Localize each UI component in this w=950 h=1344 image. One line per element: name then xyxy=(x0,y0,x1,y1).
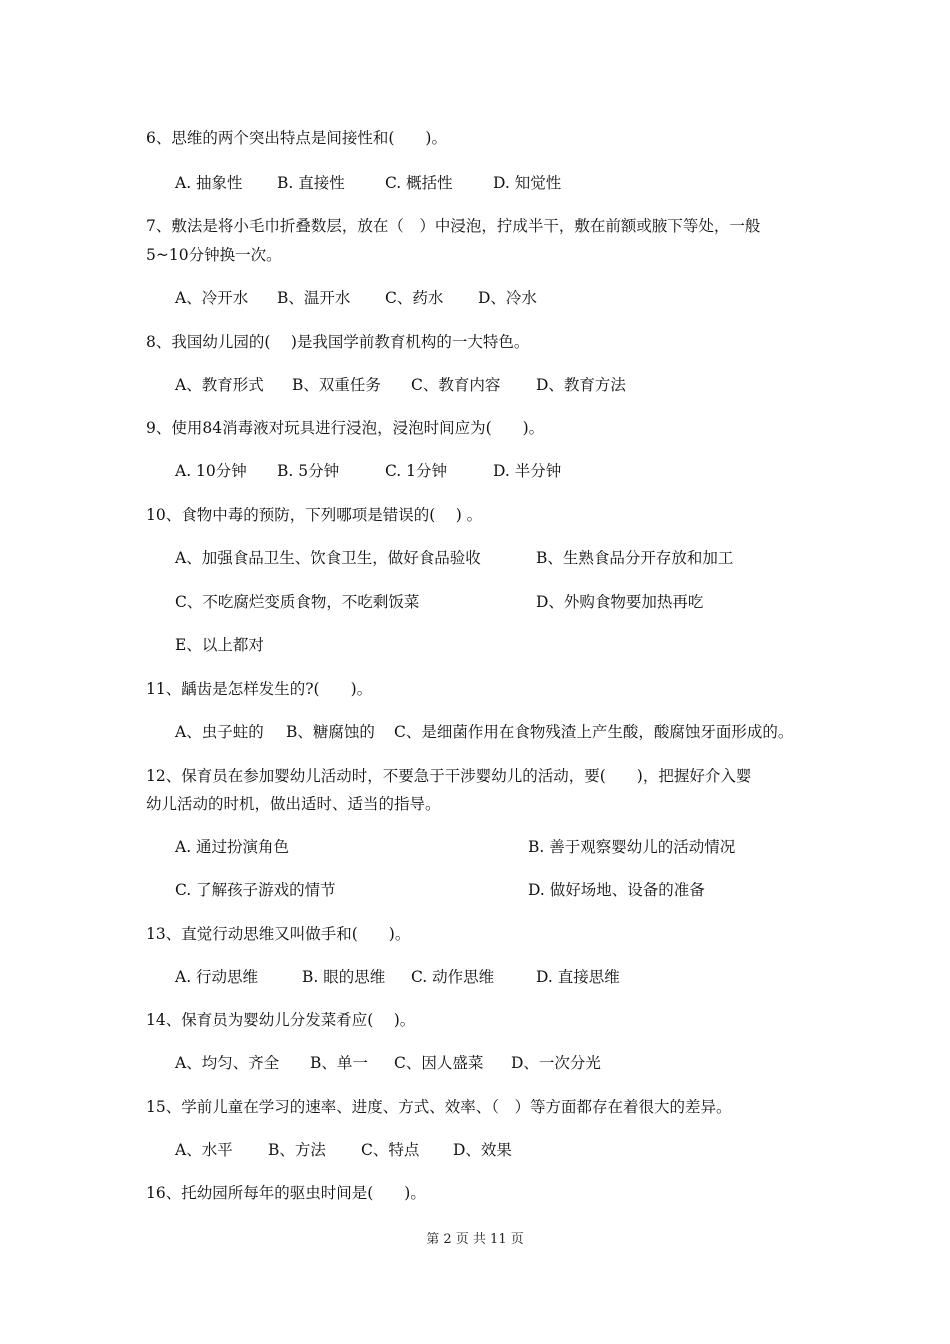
q8-option-d: D、教育方法 xyxy=(536,376,626,394)
question-7-stem-line2: 5~10分钟换一次。 xyxy=(146,246,282,264)
q15-option-d: D、效果 xyxy=(453,1141,512,1159)
q15-option-a: A、水平 xyxy=(175,1141,233,1159)
q13-option-d: D. 直接思维 xyxy=(536,968,620,986)
question-7-stem-line1: 7、敷法是将小毛巾折叠数层，放在（ ）中浸泡，拧成半干，敷在前额或腋下等处，一般 xyxy=(146,217,761,235)
q14-option-a: A、均匀、齐全 xyxy=(175,1054,280,1072)
q10-option-b: B、生熟食品分开存放和加工 xyxy=(536,549,734,567)
q14-option-d: D、一次分光 xyxy=(511,1054,601,1072)
q6-option-b: B. 直接性 xyxy=(277,174,345,192)
question-8-stem: 8、我国幼儿园的( )是我国学前教育机构的一大特色。 xyxy=(146,333,530,351)
q14-option-b: B、单一 xyxy=(310,1054,368,1072)
q8-option-b: B、双重任务 xyxy=(292,376,381,394)
q15-option-c: C、特点 xyxy=(361,1141,420,1159)
question-15-stem: 15、学前儿童在学习的速率、进度、方式、效率、（ ）等方面都存在着很大的差异。 xyxy=(146,1098,732,1116)
q12-option-d: D. 做好场地、设备的准备 xyxy=(528,881,705,899)
q13-option-b: B. 眼的思维 xyxy=(302,968,386,986)
q7-option-d: D、冷水 xyxy=(478,289,537,307)
q10-option-a: A、加强食品卫生、饮食卫生，做好食品验收 xyxy=(175,549,481,567)
q10-option-d: D、外购食物要加热再吃 xyxy=(536,593,704,611)
question-11-stem: 11、龋齿是怎样发生的?( )。 xyxy=(146,680,373,698)
q11-option-a: A、虫子蛀的 xyxy=(175,723,264,741)
question-14-stem: 14、保育员为婴幼儿分发菜肴应( )。 xyxy=(146,1011,416,1029)
q8-option-a: A、教育形式 xyxy=(175,376,264,394)
q9-option-a: A. 10分钟 xyxy=(175,462,247,480)
q9-option-b: B. 5分钟 xyxy=(277,462,340,480)
q7-option-a: A、冷开水 xyxy=(175,289,249,307)
q9-option-c: C. 1分钟 xyxy=(385,462,448,480)
q8-option-c: C、教育内容 xyxy=(411,376,501,394)
q6-option-c: C. 概括性 xyxy=(385,174,453,192)
question-12-stem-line1: 12、保育员在参加婴幼儿活动时，不要急于干涉婴幼儿的活动，要( )，把握好介入婴 xyxy=(146,767,752,785)
question-10-stem: 10、食物中毒的预防，下列哪项是错误的( ) 。 xyxy=(146,506,483,524)
q7-option-c: C、药水 xyxy=(385,289,444,307)
q10-option-e: E、以上都对 xyxy=(175,636,264,654)
q11-option-c: C、是细菌作用在食物残渣上产生酸，酸腐蚀牙面形成的。 xyxy=(394,723,794,741)
q6-option-d: D. 知觉性 xyxy=(493,174,562,192)
q15-option-b: B、方法 xyxy=(268,1141,326,1159)
q12-option-a: A. 通过扮演角色 xyxy=(175,838,290,856)
question-12-stem-line2: 幼儿活动的时机，做出适时、适当的指导。 xyxy=(146,795,441,813)
q13-option-c: C. 动作思维 xyxy=(411,968,495,986)
question-9-stem: 9、使用84消毒液对玩具进行浸泡，浸泡时间应为( )。 xyxy=(146,419,545,437)
page-number-footer: 第 2 页 共 11 页 xyxy=(426,1232,524,1247)
q12-option-b: B. 善于观察婴幼儿的活动情况 xyxy=(528,838,736,856)
q6-option-a: A. 抽象性 xyxy=(175,174,243,192)
q11-option-b: B、糖腐蚀的 xyxy=(286,723,375,741)
q9-option-d: D. 半分钟 xyxy=(493,462,562,480)
question-16-stem: 16、托幼园所每年的驱虫时间是( )。 xyxy=(146,1184,426,1202)
question-6-stem: 6、思维的两个突出特点是间接性和( )。 xyxy=(146,129,447,147)
q14-option-c: C、因人盛菜 xyxy=(394,1054,484,1072)
question-13-stem: 13、直觉行动思维又叫做手和( )。 xyxy=(146,925,411,943)
q13-option-a: A. 行动思维 xyxy=(175,968,259,986)
q10-option-c: C、不吃腐烂变质食物，不吃剩饭菜 xyxy=(175,593,420,611)
q7-option-b: B、温开水 xyxy=(277,289,351,307)
q12-option-c: C. 了解孩子游戏的情节 xyxy=(175,881,336,899)
